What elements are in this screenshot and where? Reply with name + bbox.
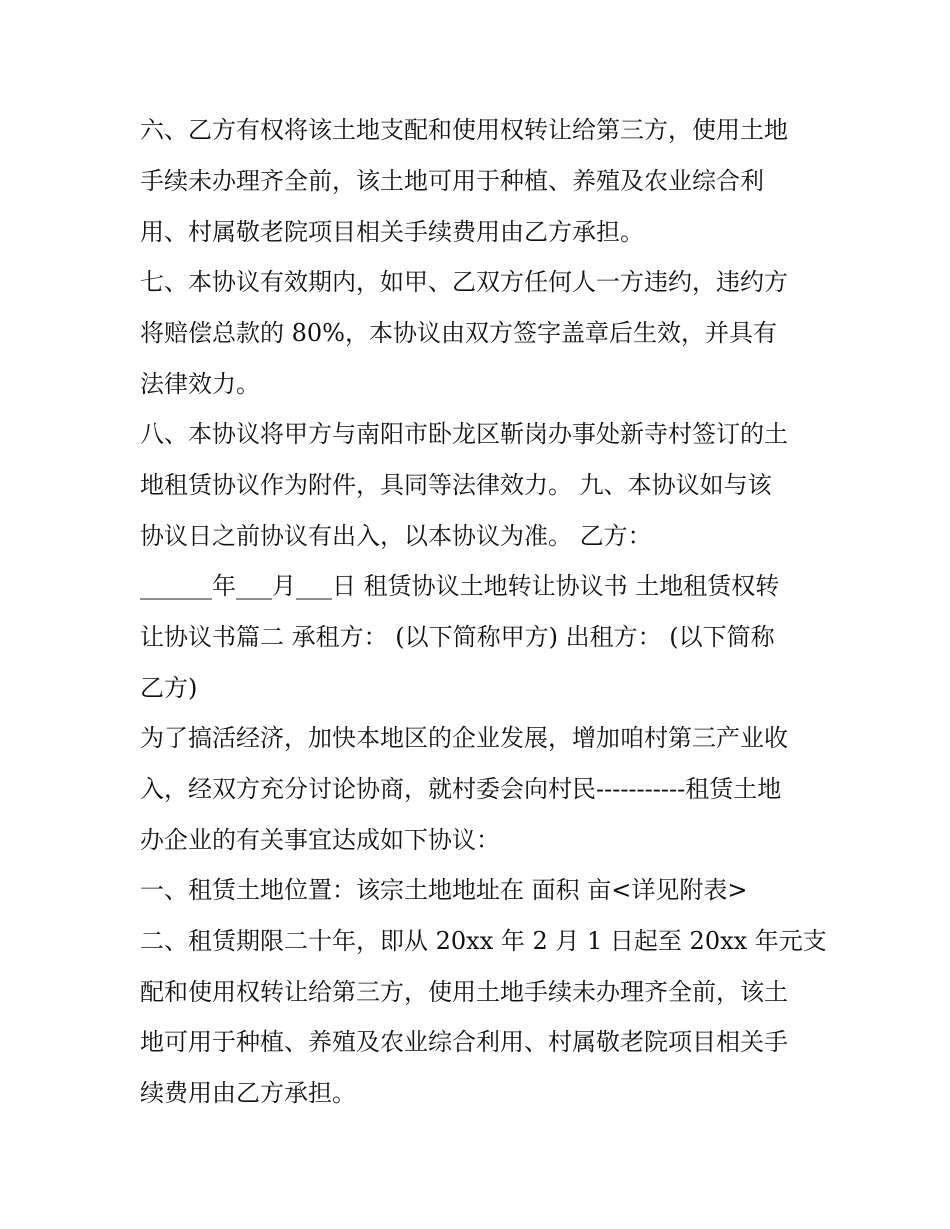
text-line: 六、乙方有权将该土地支配和使用权转让给第三方，使用土地 (140, 116, 788, 144)
text-line: 手续未办理齐全前，该土地可用于种植、养殖及农业综合利 (140, 167, 764, 195)
text-line: 地租赁协议作为附件，具同等法律效力。 九、本协议如与该 (140, 471, 772, 499)
text-line: 地可用于种植、养殖及农业综合利用、村属敬老院项目相关手 (140, 1028, 788, 1056)
text-line: 让协议书篇二 承租方： (以下简称甲方) 出租方： (以下简称 (140, 623, 775, 651)
text-line: 法律效力。 (140, 370, 260, 398)
text-line: 用、村属敬老院项目相关手续费用由乙方承担。 (140, 218, 644, 246)
text-line: 入，经双方充分讨论协商，就村委会向村民-----------租赁土地 (140, 775, 782, 803)
text-line: 二、租赁期限二十年，即从 20xx 年 2 月 1 日起至 20xx 年元支 (140, 927, 827, 955)
text-line: 配和使用权转让给第三方，使用土地手续未办理齐全前，该土 (140, 978, 788, 1006)
text-line: 协议日之前协议有出入，以本协议为准。 乙方： (140, 522, 652, 550)
text-line: ______年___月___日 租赁协议土地转让协议书 土地租赁权转 (140, 572, 780, 600)
text-line: 为了搞活经济，加快本地区的企业发展，增加咱村第三产业收 (140, 724, 788, 752)
text-line: 一、租赁土地位置：该宗土地地址在 面积 亩<详见附表> (140, 876, 748, 904)
text-line: 办企业的有关事宜达成如下协议： (140, 826, 500, 854)
text-line: 将赔偿总款的 80%，本协议由双方签字盖章后生效，并具有 (140, 319, 777, 347)
text-line: 乙方) (140, 674, 198, 702)
text-line: 八、本协议将甲方与南阳市卧龙区靳岗办事处新寺村签订的土 (140, 420, 788, 448)
text-line: 续费用由乙方承担。 (140, 1079, 356, 1107)
text-line: 七、本协议有效期内，如甲、乙双方任何人一方违约，违约方 (140, 268, 788, 296)
